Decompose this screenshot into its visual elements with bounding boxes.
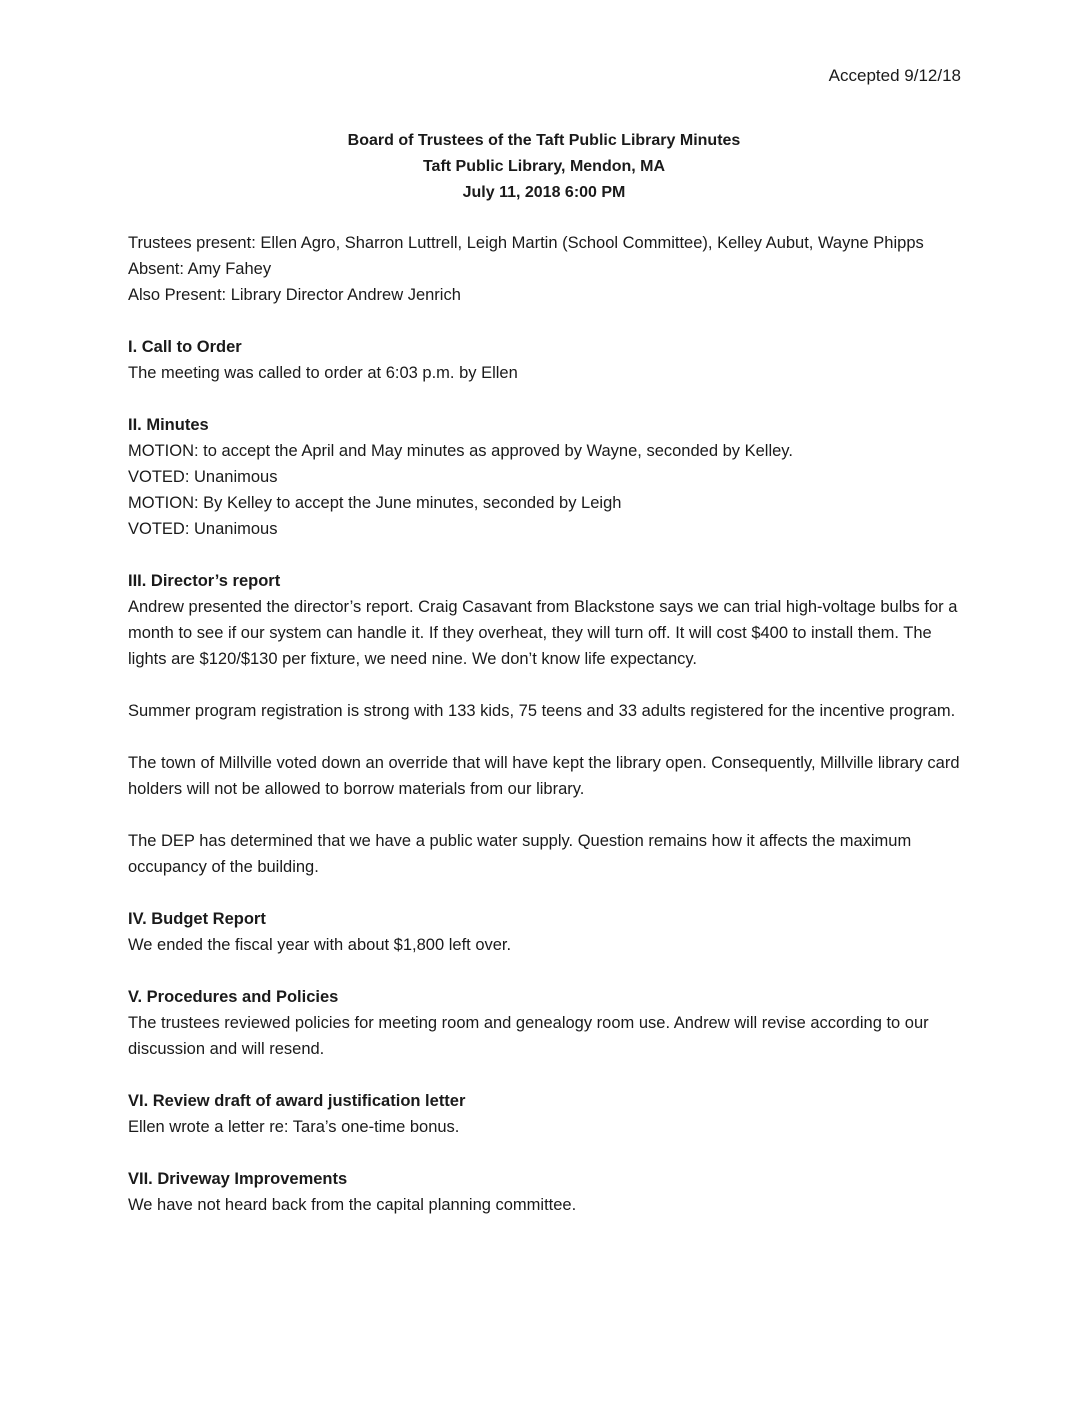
also-present: Also Present: Library Director Andrew Jenrich bbox=[128, 286, 461, 304]
driveway-heading: VII. Driveway Improvements bbox=[128, 1170, 348, 1188]
call-to-order-text: The meeting was called to order at 6:03 p.m. by Ellen bbox=[128, 364, 518, 382]
document-body bbox=[128, 230, 968, 1218]
budget-text: We ended the fiscal year with about $1,800 left over. bbox=[128, 936, 512, 954]
minutes-vote-1: VOTED: Unanimous bbox=[128, 468, 278, 486]
document-title: Board of Trustees of the Taft Public Library Minutes bbox=[347, 132, 741, 149]
directors-report-para-3: The town of Millville voted down an override that will have kept the library open. Consequently, Millville library card holders will not be allowed to borrow materials from our library. bbox=[128, 754, 960, 798]
budget-heading: IV. Budget Report bbox=[128, 910, 266, 928]
award-letter-text: Ellen wrote a letter re: Tara’s one-time bonus. bbox=[128, 1118, 460, 1136]
minutes-vote-2: VOTED: Unanimous bbox=[128, 520, 278, 538]
directors-report-para-2: Summer program registration is strong with 133 kids, 75 teens and 33 adults registered for the incentive program. bbox=[128, 702, 956, 720]
minutes-motion-1: MOTION: to accept the April and May minutes as approved by Wayne, seconded by Kelley. bbox=[128, 442, 793, 460]
accepted-date: Accepted 9/12/18 bbox=[828, 66, 961, 85]
document-date: July 11, 2018 6:00 PM bbox=[462, 184, 626, 201]
driveway-text: We have not heard back from the capital planning committee. bbox=[128, 1196, 577, 1214]
document-header bbox=[0, 128, 1088, 206]
procedures-text: The trustees reviewed policies for meeting room and genealogy room use. Andrew will revise according to our discussion and will resend. bbox=[128, 1014, 929, 1058]
award-letter-heading: VI. Review draft of award justification letter bbox=[128, 1092, 466, 1110]
procedures-heading: V. Procedures and Policies bbox=[128, 988, 339, 1006]
directors-report-para-1: Andrew presented the director’s report. Craig Casavant from Blackstone says we can trial high-voltage bulbs for a month to see if our system can handle it. If they overheat, they will turn off. It will cost $400 to install them. The lights are $120/$130 per fixture, we need nine. We don’t know life expectancy. bbox=[128, 598, 958, 668]
absent-list: Absent: Amy Fahey bbox=[128, 260, 272, 278]
minutes-heading: II. Minutes bbox=[128, 416, 209, 434]
directors-report-heading: III. Director’s report bbox=[128, 572, 281, 590]
minutes-motion-2: MOTION: By Kelley to accept the June minutes, seconded by Leigh bbox=[128, 494, 622, 512]
document-location: Taft Public Library, Mendon, MA bbox=[422, 158, 666, 175]
directors-report-para-4: The DEP has determined that we have a public water supply. Question remains how it affects the maximum occupancy of the building. bbox=[128, 832, 912, 876]
trustees-present: Trustees present: Ellen Agro, Sharron Luttrell, Leigh Martin (School Committee), Kelley Aubut, Wayne Phipps bbox=[128, 234, 924, 252]
call-to-order-heading: I. Call to Order bbox=[128, 338, 242, 356]
